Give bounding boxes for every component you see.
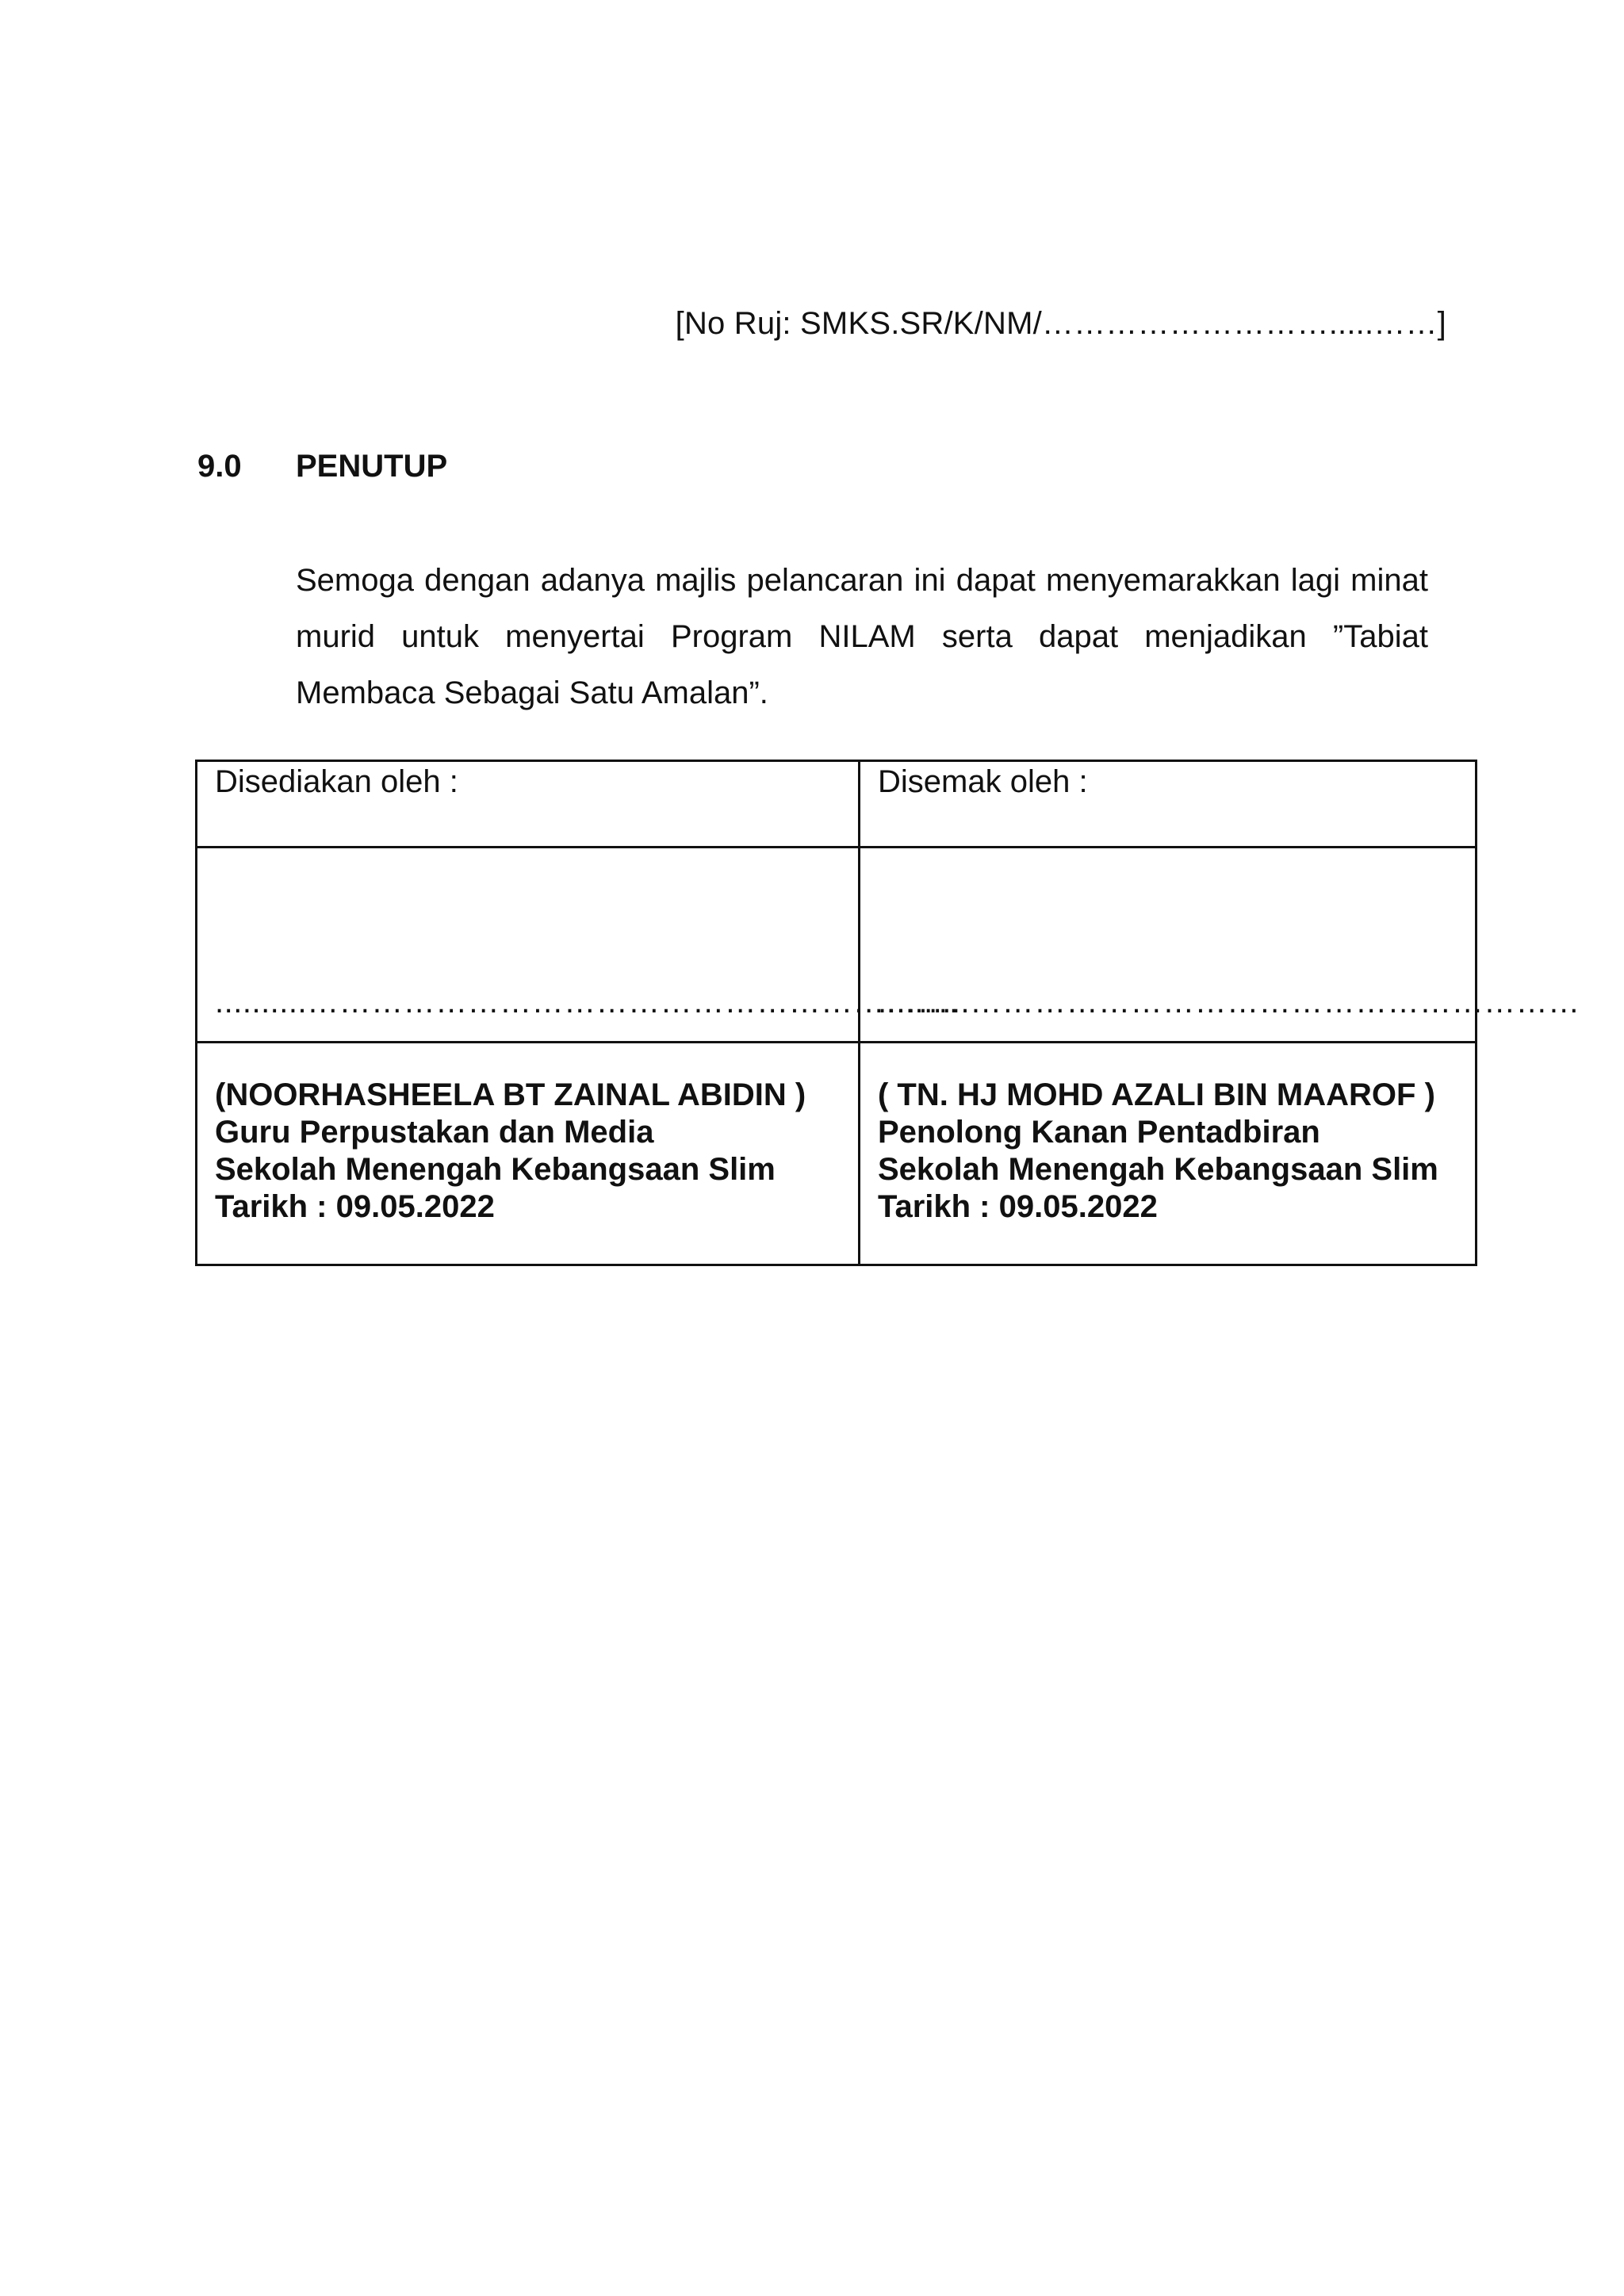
prepared-date: Tarikh : 09.05.2022 <box>215 1189 495 1224</box>
reviewed-signature-cell <box>860 848 1580 1043</box>
prepared-by-heading: Disediakan oleh : <box>215 764 458 799</box>
section-title: PENUTUP <box>296 449 448 484</box>
closing-paragraph: Semoga dengan adanya majlis pelancaran ini dapat menyemarakkan lagi minat murid untuk menyertai Program NILAM serta dapat menjadikan ”Tabiat Membaca Sebagai Satu Amalan”. <box>296 563 1428 710</box>
prepared-school: Sekolah Menengah Kebangsaan Slim <box>215 1152 776 1187</box>
reviewed-name: ( TN. HJ MOHD AZALI BIN MAAROF ) <box>878 1077 1435 1112</box>
signatory-info-row <box>197 1043 1477 1265</box>
prepared-position: Guru Perpustakan dan Media <box>215 1115 654 1150</box>
reviewed-info-cell <box>860 1043 1477 1265</box>
prepared-by-cell <box>197 761 860 848</box>
prepared-name: (NOORHASHEELA BT ZAINAL ABIDIN ) <box>215 1077 806 1112</box>
prepared-signature-line: ..........……………………………………………………. <box>215 985 959 1020</box>
reviewed-date: Tarikh : 09.05.2022 <box>878 1189 1158 1224</box>
section-heading <box>197 449 447 484</box>
prepared-signature-cell <box>197 848 959 1043</box>
signature-heading-row <box>197 761 1477 848</box>
reviewed-by-cell <box>860 761 1477 848</box>
reviewed-by-heading: Disemak oleh : <box>878 764 1088 799</box>
signature-line-row <box>197 848 1477 1043</box>
section-number: 9.0 <box>197 449 242 484</box>
reviewed-school: Sekolah Menengah Kebangsaan Slim <box>878 1152 1438 1187</box>
reviewed-info-block <box>860 1043 1475 1226</box>
reviewed-position: Penolong Kanan Pentadbiran <box>878 1115 1320 1150</box>
reviewed-signature-line: ..........………………………………………………… <box>878 985 1580 1020</box>
reference-number: [No Ruj: SMKS.SR/K/NM/……………………….....……] <box>675 306 1446 341</box>
signature-table <box>195 760 1580 1266</box>
prepared-info-cell <box>197 1043 860 1265</box>
prepared-info-block <box>197 1043 858 1226</box>
